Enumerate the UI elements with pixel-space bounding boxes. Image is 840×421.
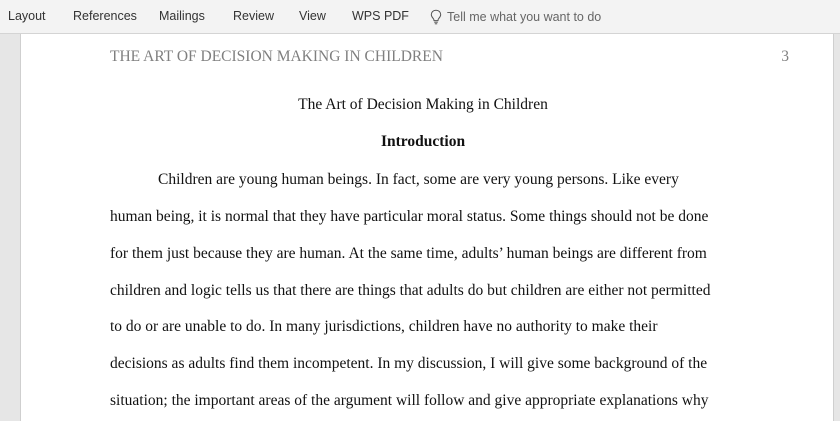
- paragraph-line: children and logic tells us that there are things that adults do but children are either not permitted: [110, 282, 711, 299]
- document-title: The Art of Decision Making in Children: [298, 96, 548, 113]
- tell-me-placeholder[interactable]: Tell me what you want to do: [447, 10, 602, 24]
- paragraph-line: situation; the important areas of the argument will follow and give appropriate explanations why: [110, 392, 709, 409]
- paragraph-line: decisions as adults find them incompetent. In my discussion, I will give some background of the: [110, 355, 708, 372]
- lightbulb-icon: [430, 9, 442, 25]
- tab-wps-pdf[interactable]: WPS PDF: [352, 9, 409, 23]
- tab-layout[interactable]: Layout: [8, 9, 46, 23]
- running-head: THE ART OF DECISION MAKING IN CHILDREN: [110, 48, 443, 65]
- tell-me-search[interactable]: [430, 8, 601, 26]
- paragraph-line: to do or are unable to do. In many jurisdictions, children have no authority to make their: [110, 318, 658, 335]
- tab-references[interactable]: References: [73, 9, 137, 23]
- paragraph-line: Children are young human beings. In fact, some are very young persons. Like every: [158, 171, 679, 188]
- ribbon-tab-bar: [0, 0, 840, 34]
- paragraph-line: for them just because they are human. At the same time, adults’ human beings are different from: [110, 245, 707, 262]
- section-heading: Introduction: [380, 133, 466, 150]
- document-page[interactable]: [20, 34, 834, 421]
- paragraph-line: human being, it is normal that they have particular moral status. Some things should not be done: [110, 208, 709, 225]
- tab-view[interactable]: View: [299, 9, 326, 23]
- page-number: 3: [781, 48, 789, 65]
- tab-mailings[interactable]: Mailings: [159, 9, 205, 23]
- document-canvas: [0, 34, 840, 421]
- tab-review[interactable]: Review: [233, 9, 274, 23]
